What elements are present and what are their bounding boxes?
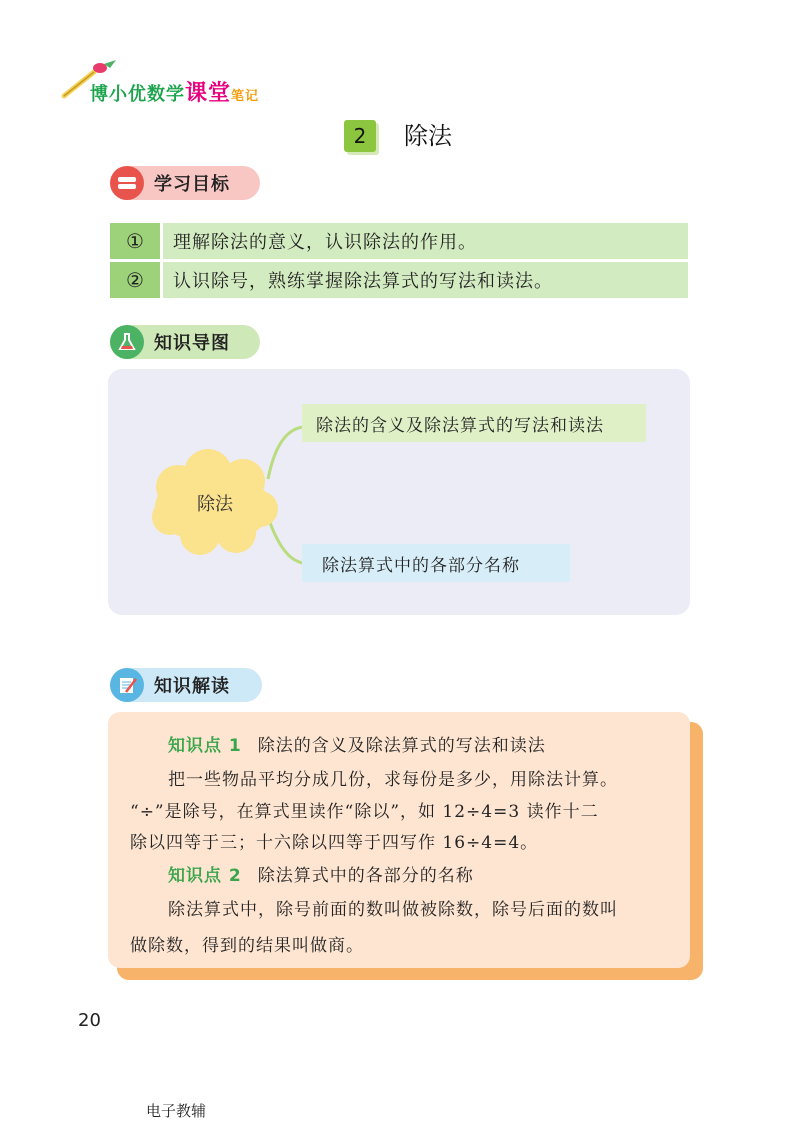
book-icon [110, 166, 144, 200]
page-number: 20 [78, 1010, 101, 1031]
knowledge-text-line: 把一些物品平均分成几份，求每份是多少，用除法计算。 [168, 770, 618, 790]
knowledge-point-label: 知识点 2 [168, 866, 242, 886]
section-tag-goals [110, 166, 260, 200]
chapter-number: 2 [344, 120, 376, 152]
notebook-pencil-icon [110, 668, 144, 702]
mind-map-branch: 除法算式中的各部分名称 [302, 544, 570, 582]
chapter-title: 除法 [404, 122, 452, 150]
goal-text: 理解除法的意义，认识除法的作用。 [163, 223, 688, 259]
knowledge-text-line: “÷”是除号，在算式里读作“除以”，如 12÷4=3 读作十二 [130, 802, 599, 822]
footer-text: 电子教辅 [146, 1102, 207, 1120]
knowledge-text-line: 除法算式中，除号前面的数叫做被除数，除号后面的数叫 [168, 900, 618, 920]
goal-number: ② [110, 262, 160, 298]
brand-text: 博小优数学课堂笔记 [90, 81, 260, 106]
flask-icon [110, 325, 144, 359]
knowledge-point-heading: 除法的含义及除法算式的写法和读法 [257, 736, 546, 756]
goal-text: 认识除号，熟练掌握除法算式的写法和读法。 [163, 262, 688, 298]
mind-map-center: 除法 [197, 494, 233, 515]
goal-number: ① [110, 223, 160, 259]
brand-logo [60, 58, 310, 110]
section-tag-map [110, 325, 260, 359]
goals-table [110, 223, 688, 301]
knowledge-point-heading: 除法算式中的各部分的名称 [257, 866, 474, 886]
knowledge-text-line: 做除数，得到的结果叫做商。 [130, 936, 364, 956]
mind-map-branch: 除法的含义及除法算式的写法和读法 [302, 404, 646, 442]
section-label: 学习目标 [154, 174, 230, 195]
knowledge-point-title [168, 861, 474, 886]
goal-row [110, 223, 688, 259]
section-label: 知识解读 [154, 676, 230, 697]
knowledge-point-title [168, 731, 546, 756]
knowledge-text-line: 除以四等于三；十六除以四等于四写作 16÷4=4。 [130, 833, 539, 853]
goal-row [110, 262, 688, 298]
section-tag-read [110, 668, 262, 702]
knowledge-point-label: 知识点 1 [168, 736, 242, 756]
section-label: 知识导图 [154, 333, 230, 354]
